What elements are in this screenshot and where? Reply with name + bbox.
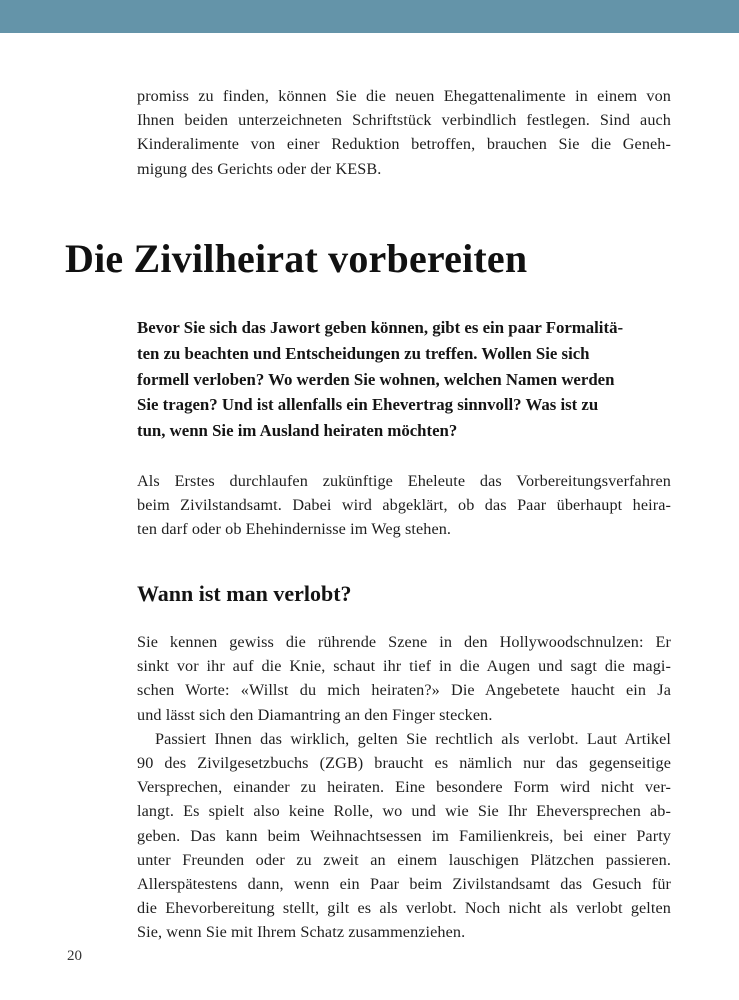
lead-paragraph bbox=[137, 315, 671, 444]
text-line: langt. Es spielt also keine Rolle, wo und wie Sie Ihr Eheversprechen ab- bbox=[137, 802, 671, 821]
text-line: Sie tragen? Und ist allenfalls ein Ehevertrag sinnvoll? Was ist zu bbox=[137, 395, 599, 415]
text-line: Kinderalimente von einer Reduktion betroffen, brauchen Sie die Geneh- bbox=[137, 135, 671, 154]
text-line: ten zu beachten und Entscheidungen zu treffen. Wollen Sie sich bbox=[137, 343, 590, 363]
section-heading: Wann ist man verlobt? bbox=[137, 581, 352, 606]
chapter-color-bar bbox=[0, 0, 739, 33]
text-line: Sie kennen gewiss die rührende Szene in den Hollywoodschnulzen: Er bbox=[137, 633, 671, 651]
text-line: Sie, wenn Sie mit Ihrem Schatz zusammenziehen. bbox=[137, 923, 466, 942]
text-line: promiss zu finden, können Sie die neuen Ehegattenalimente in einem von bbox=[137, 87, 671, 105]
text-line: tun, wenn Sie im Ausland heiraten möchten? bbox=[137, 421, 458, 441]
text-line: Als Erstes durchlaufen zukünftige Eheleute das Vorbereitungsverfahren bbox=[137, 472, 671, 490]
text-line: unter Freunden oder zu zweit an einem lauschigen Plätzchen passieren. bbox=[137, 850, 671, 869]
text-line: formell verloben? Wo werden Sie wohnen, welchen Namen werden bbox=[137, 369, 615, 389]
section-paragraph-2 bbox=[137, 727, 671, 945]
page-number: 20 bbox=[67, 948, 82, 964]
text-line: Passiert Ihnen das wirklich, gelten Sie rechtlich als verlobt. Laut Artikel bbox=[155, 729, 671, 748]
text-line: Ihnen beiden unterzeichneten Schriftstück verbindlich festlegen. Sind auch bbox=[137, 111, 671, 130]
text-line: sinkt vor ihr auf die Knie, schaut ihr tief in die Augen und sagt die magi- bbox=[137, 657, 671, 676]
text-line: geben. Das kann beim Weihnachtsessen im Familienkreis, bei einer Party bbox=[137, 826, 671, 845]
text-line: migung des Gerichts oder der KESB. bbox=[137, 159, 382, 178]
text-line: Versprechen, einander zu heiraten. Eine besondere Form wird nicht ver- bbox=[137, 778, 671, 797]
text-line: Bevor Sie sich das Jawort geben können, gibt es ein paar Formalitä- bbox=[137, 318, 624, 337]
section-body bbox=[137, 630, 671, 945]
text-line: schen Worte: «Willst du mich heiraten?» Die Angebetete haucht ein Ja bbox=[137, 681, 671, 700]
previous-section-paragraph bbox=[137, 84, 671, 181]
chapter-title: Die Zivilheirat vorbereiten bbox=[65, 236, 528, 281]
section-paragraph-1 bbox=[137, 630, 671, 727]
opening-paragraph bbox=[137, 469, 671, 542]
text-line: Allerspätestens dann, wenn ein Paar beim Zivilstandsamt das Gesuch für bbox=[137, 875, 671, 894]
text-line: ten darf oder ob Ehehindernisse im Weg stehen. bbox=[137, 520, 452, 539]
text-line: und lässt sich den Diamantring an den Finger stecken. bbox=[137, 705, 493, 724]
text-line: beim Zivilstandsamt. Dabei wird abgeklärt, ob das Paar überhaupt heira- bbox=[137, 496, 671, 515]
text-line: 90 des Zivilgesetzbuchs (ZGB) braucht es nämlich nur das gegenseitige bbox=[137, 754, 671, 773]
text-line: die Ehevorbereitung stellt, gilt es als verlobt. Noch nicht als verlobt gelten bbox=[137, 899, 671, 918]
